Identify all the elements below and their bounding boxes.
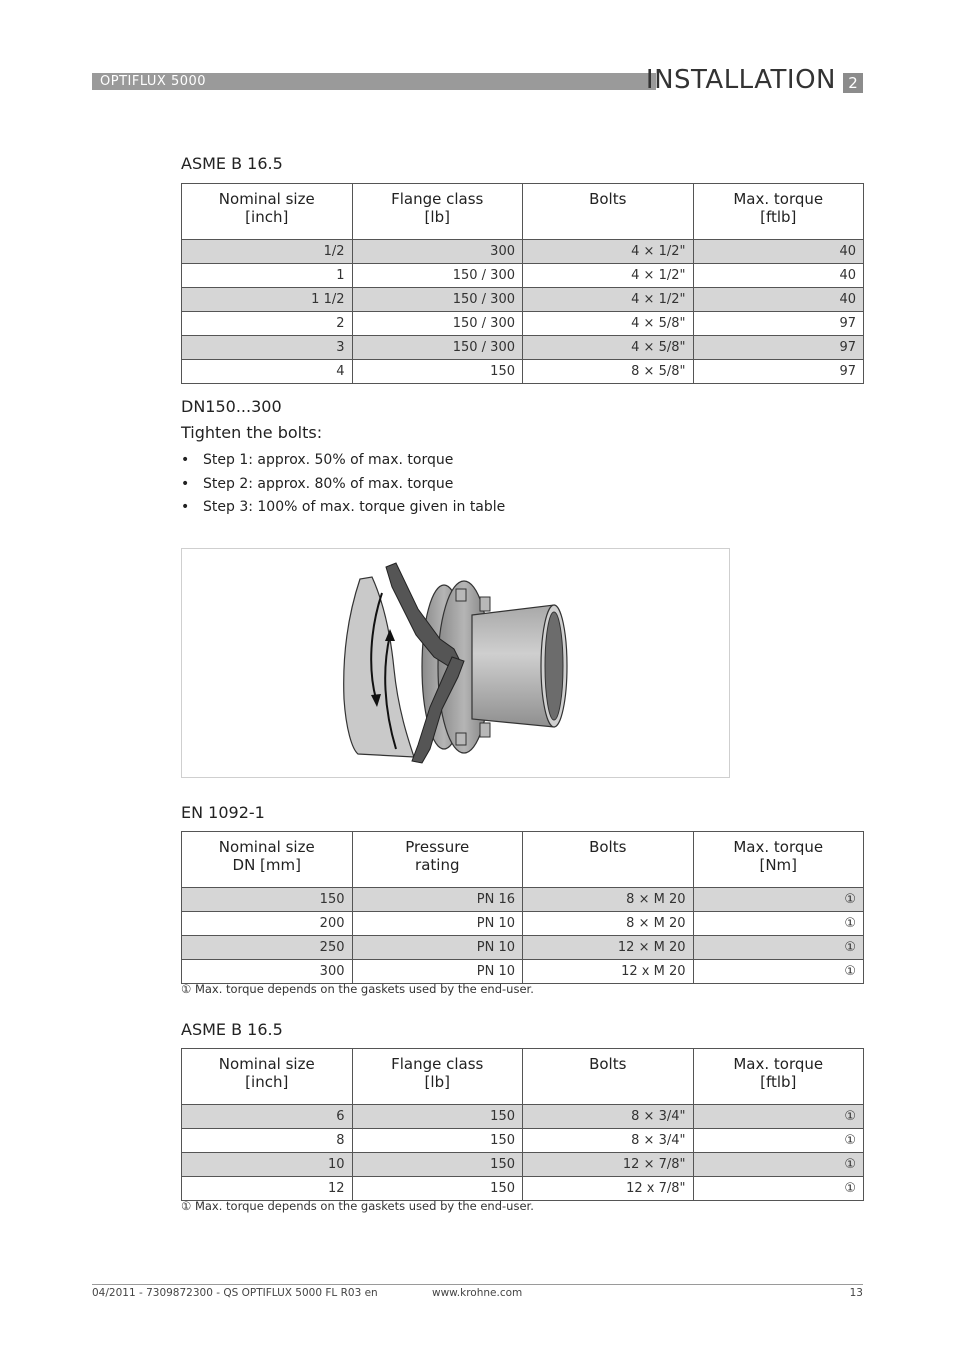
header-product-name: OPTIFLUX 5000 (100, 74, 207, 89)
table-cell: ① (693, 936, 864, 960)
col-header-bolts: Bolts (523, 184, 694, 240)
table-cell: ① (693, 912, 864, 936)
dn-section-title: DN150...300 (181, 397, 282, 416)
table-cell: PN 10 (352, 912, 523, 936)
table-header-row (182, 1049, 864, 1105)
table-cell: 150 (352, 1153, 523, 1177)
table-cell: 6 (182, 1105, 353, 1129)
table-row (182, 288, 864, 312)
table-row (182, 888, 864, 912)
table-cell: 8 × 5/8" (523, 360, 694, 384)
table-cell: 3 (182, 336, 353, 360)
footer-website: www.krohne.com (432, 1287, 523, 1299)
table-cell: 12 x M 20 (523, 960, 694, 984)
table-cell: 4 (182, 360, 353, 384)
table-row (182, 1177, 864, 1201)
table-cell: 150 / 300 (352, 288, 523, 312)
table-cell: 4 × 1/2" (523, 240, 694, 264)
table-cell: ① (693, 1153, 864, 1177)
table-cell: ① (693, 960, 864, 984)
table-cell: 300 (182, 960, 353, 984)
col-header-max-torque: Max. torque [ftlb] (693, 1049, 864, 1105)
flange-wrench-illustration (182, 549, 729, 777)
table-cell: 12 (182, 1177, 353, 1201)
table-cell: 40 (693, 288, 864, 312)
table-cell: 97 (693, 312, 864, 336)
list-item: • Step 2: approx. 80% of max. torque (181, 475, 454, 492)
bolt-tightening-figure (181, 548, 730, 778)
table-row (182, 1105, 864, 1129)
table-cell: ① (693, 1129, 864, 1153)
table-cell: 8 × 3/4" (523, 1129, 694, 1153)
table-cell: 4 × 1/2" (523, 288, 694, 312)
table-row (182, 312, 864, 336)
en-table-footnote: ① Max. torque depends on the gaskets used by the end-user. (181, 982, 534, 996)
table-row (182, 1129, 864, 1153)
asme-table-2-title: ASME B 16.5 (181, 1020, 283, 1039)
asme-table-1 (181, 183, 864, 384)
table-cell: PN 10 (352, 936, 523, 960)
table-cell: 8 × M 20 (523, 888, 694, 912)
col-header-bolts: Bolts (523, 832, 694, 888)
table-cell: 150 (352, 1129, 523, 1153)
table-header-row (182, 832, 864, 888)
table-row (182, 264, 864, 288)
table-row (182, 360, 864, 384)
table-cell: 150 (182, 888, 353, 912)
table-cell: 40 (693, 264, 864, 288)
table-cell: 12 × M 20 (523, 936, 694, 960)
table-cell: 8 (182, 1129, 353, 1153)
table-cell: 200 (182, 912, 353, 936)
table-row (182, 960, 864, 984)
table-cell: ① (693, 1177, 864, 1201)
col-header-nominal-size: Nominal size [inch] (182, 184, 353, 240)
table-cell: 150 / 300 (352, 312, 523, 336)
table-cell: 8 × M 20 (523, 912, 694, 936)
asme-table-2 (181, 1048, 864, 1201)
footer-page-number: 13 (849, 1287, 863, 1299)
table-cell: 1 1/2 (182, 288, 353, 312)
col-header-nominal-size: Nominal size DN [mm] (182, 832, 353, 888)
table-cell: 300 (352, 240, 523, 264)
table-cell: 12 × 7/8" (523, 1153, 694, 1177)
col-header-bolts: Bolts (523, 1049, 694, 1105)
asme-table-1-title: ASME B 16.5 (181, 154, 283, 173)
table-row (182, 912, 864, 936)
col-header-pressure-rating: Pressure rating (352, 832, 523, 888)
footer-doc-reference: 04/2011 - 7309872300 - QS OPTIFLUX 5000 FL R03 en (92, 1287, 378, 1299)
table-cell: 4 × 1/2" (523, 264, 694, 288)
table-cell: 250 (182, 936, 353, 960)
col-header-max-torque: Max. torque [ftlb] (693, 184, 864, 240)
bolt (480, 597, 490, 611)
table-cell: 4 × 5/8" (523, 312, 694, 336)
table-cell: 10 (182, 1153, 353, 1177)
chapter-number-badge: 2 (843, 73, 863, 93)
table-cell: 97 (693, 336, 864, 360)
table-cell: 97 (693, 360, 864, 384)
table-header-row (182, 184, 864, 240)
table-cell: 8 × 3/4" (523, 1105, 694, 1129)
table-cell: 1/2 (182, 240, 353, 264)
table-cell: 40 (693, 240, 864, 264)
table-row (182, 240, 864, 264)
asme-table-2-footnote: ① Max. torque depends on the gaskets used by the end-user. (181, 1199, 534, 1213)
table-cell: ① (693, 888, 864, 912)
bolt (456, 733, 466, 745)
table-cell: 1 (182, 264, 353, 288)
col-header-nominal-size: Nominal size [inch] (182, 1049, 353, 1105)
table-cell: 4 × 5/8" (523, 336, 694, 360)
bolt (480, 723, 490, 737)
table-cell: 150 / 300 (352, 264, 523, 288)
table-cell: 150 (352, 360, 523, 384)
list-item: • Step 3: 100% of max. torque given in table (181, 499, 506, 515)
table-cell: 12 x 7/8" (523, 1177, 694, 1201)
tightening-steps-list (181, 450, 505, 521)
table-cell: 2 (182, 312, 353, 336)
col-header-flange-class: Flange class [lb] (352, 184, 523, 240)
col-header-max-torque: Max. torque [Nm] (693, 832, 864, 888)
table-cell: ① (693, 1105, 864, 1129)
col-header-flange-class: Flange class [lb] (352, 1049, 523, 1105)
table-cell: 150 / 300 (352, 336, 523, 360)
table-cell: PN 16 (352, 888, 523, 912)
table-cell: 150 (352, 1177, 523, 1201)
en-table-title: EN 1092-1 (181, 803, 265, 822)
table-row (182, 336, 864, 360)
table-row (182, 1153, 864, 1177)
pipe-bore (545, 612, 563, 720)
en-1092-table (181, 831, 864, 984)
header-section-title: INSTALLATION (645, 65, 836, 95)
table-cell: PN 10 (352, 960, 523, 984)
tighten-bolts-lead: Tighten the bolts: (181, 423, 323, 442)
footer-divider (92, 1284, 863, 1285)
table-cell: 150 (352, 1105, 523, 1129)
list-item: • Step 1: approx. 50% of max. torque (181, 452, 454, 468)
table-row (182, 936, 864, 960)
bolt (456, 589, 466, 601)
